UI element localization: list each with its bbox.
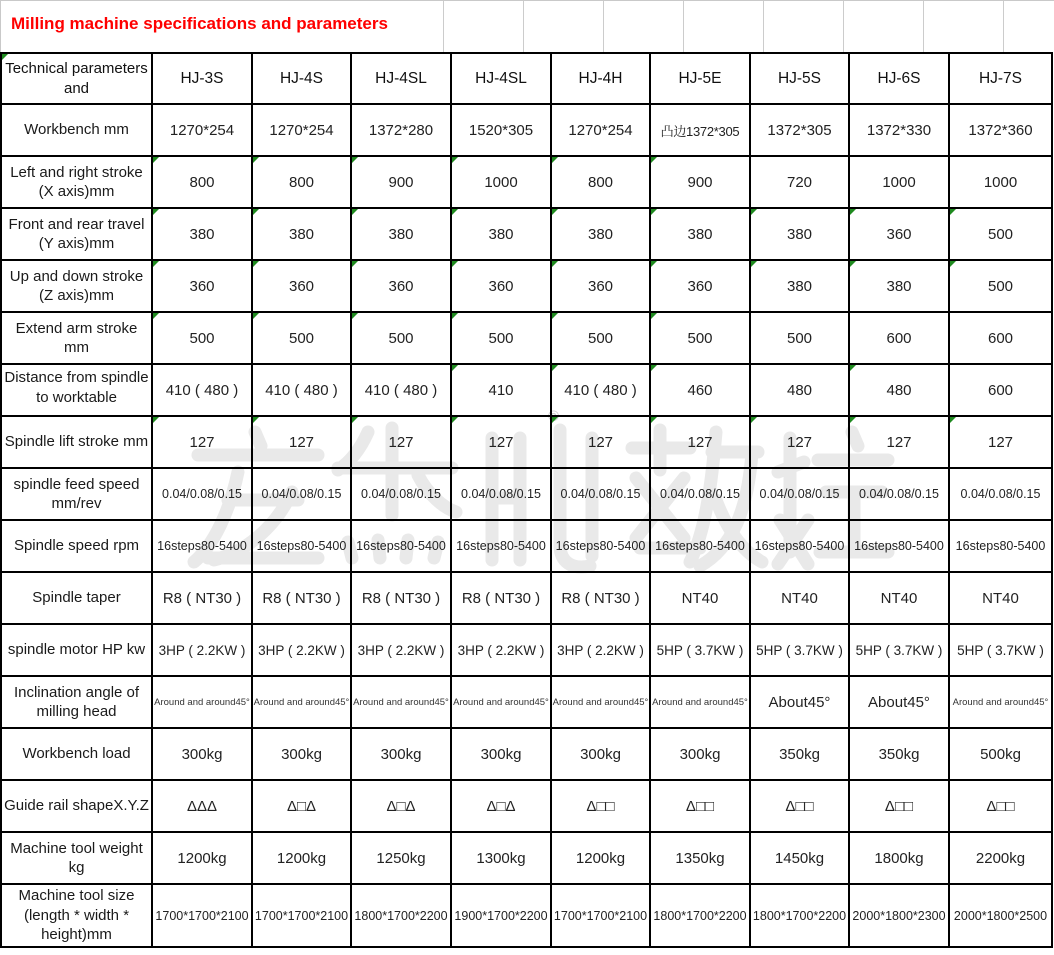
sheet-gridline: [923, 1, 924, 52]
comment-marker-icon: [253, 313, 259, 319]
table-row: [0, 573, 1053, 625]
spec-value-cell: Around and around45°: [552, 677, 651, 729]
comment-marker-icon: [751, 417, 757, 423]
comment-marker-icon: [651, 157, 657, 163]
spec-value-cell: 600: [950, 365, 1053, 417]
spec-row-label: [0, 521, 153, 573]
comment-marker-icon: [253, 261, 259, 267]
comment-marker-icon: [452, 209, 458, 215]
spec-value-cell: 300kg: [253, 729, 352, 781]
spec-value-cell: NT40: [751, 573, 850, 625]
comment-marker-icon: [253, 157, 259, 163]
spec-value-cell: Δ□□: [751, 781, 850, 833]
spec-value-cell: 3HP ( 2.2KW ): [253, 625, 352, 677]
spec-row-label-text: Workbench load: [22, 745, 131, 763]
spec-value-cell: 1000: [950, 157, 1053, 209]
model-header: HJ-4S: [253, 52, 352, 105]
spec-value-cell: Δ□Δ: [253, 781, 352, 833]
spec-row-label: [0, 833, 153, 885]
sheet-gridline: [603, 1, 604, 52]
spec-value-cell: 380: [552, 209, 651, 261]
sheet-gridline: [0, 0, 1, 52]
comment-marker-icon: [452, 157, 458, 163]
spec-value-cell: 500: [153, 313, 253, 365]
spec-row-label-text: Machine tool size (length * width * height)mm: [18, 887, 135, 944]
spec-value-cell: 16steps80-5400: [153, 521, 253, 573]
spec-value-cell: R8 ( NT30 ): [253, 573, 352, 625]
spec-row-label-text: Extend arm stroke mm: [15, 319, 138, 356]
spec-value-cell: 720: [751, 157, 850, 209]
spec-value-cell: 380: [751, 209, 850, 261]
spec-value-cell: 360: [352, 261, 452, 313]
spec-value-cell: 127: [751, 417, 850, 469]
sheet-gridline: [443, 1, 444, 52]
comment-marker-icon: [352, 157, 358, 163]
spec-value-cell: 127: [153, 417, 253, 469]
spec-value-cell: 0.04/0.08/0.15: [552, 469, 651, 521]
spec-value-cell: 5HP ( 3.7KW ): [850, 625, 950, 677]
spec-value-cell: 410 ( 480 ): [552, 365, 651, 417]
spec-value-cell: 500kg: [950, 729, 1053, 781]
spec-value-cell: 3HP ( 2.2KW ): [452, 625, 552, 677]
spec-value-cell: Δ□□: [950, 781, 1053, 833]
spec-row-label-text: Inclination angle of milling head: [13, 683, 140, 720]
spec-value-cell: 1270*254: [253, 105, 352, 157]
spec-value-cell: 500: [950, 261, 1053, 313]
spec-value-cell: 2000*1800*2300: [850, 885, 950, 948]
spec-value-cell: 500: [452, 313, 552, 365]
table-row: [0, 261, 1053, 313]
spec-value-cell: 16steps80-5400: [850, 521, 950, 573]
spec-value-cell: R8 ( NT30 ): [452, 573, 552, 625]
comment-marker-icon: [651, 365, 657, 371]
spec-value-cell: Δ□□: [552, 781, 651, 833]
spec-row-label-text: Spindle lift stroke mm: [4, 433, 149, 451]
sheet-gridline: [523, 1, 524, 52]
comment-marker-icon: [253, 209, 259, 215]
spec-value-cell: 360: [850, 209, 950, 261]
spec-value-cell: 500: [352, 313, 452, 365]
spec-value-cell: 16steps80-5400: [751, 521, 850, 573]
spec-value-cell: 127: [352, 417, 452, 469]
spec-value-cell: 480: [751, 365, 850, 417]
spec-value-cell: 0.04/0.08/0.15: [950, 469, 1053, 521]
spec-value-cell: 2200kg: [950, 833, 1053, 885]
spec-value-cell: 5HP ( 3.7KW ): [751, 625, 850, 677]
table-row: [0, 157, 1053, 209]
spec-value-cell: R8 ( NT30 ): [552, 573, 651, 625]
spec-value-cell: 1800*1700*2200: [352, 885, 452, 948]
spec-value-cell: 900: [651, 157, 751, 209]
table-row: [0, 365, 1053, 417]
spec-value-cell: 380: [452, 209, 552, 261]
spec-value-cell: Around and around45°: [452, 677, 552, 729]
spec-value-cell: 0.04/0.08/0.15: [751, 469, 850, 521]
spec-value-cell: 2000*1800*2500: [950, 885, 1053, 948]
spec-value-cell: 380: [352, 209, 452, 261]
model-header: HJ-7S: [950, 52, 1053, 105]
model-header: HJ-5S: [751, 52, 850, 105]
spec-value-cell: 5HP ( 3.7KW ): [651, 625, 751, 677]
spec-value-cell: 16steps80-5400: [352, 521, 452, 573]
table-row: [0, 521, 1053, 573]
spec-row-label-text: Front and rear travel (Y axis)mm: [8, 215, 145, 252]
spec-value-cell: 1300kg: [452, 833, 552, 885]
spec-value-cell: 500: [552, 313, 651, 365]
registered-trademark-icon: ®: [548, 408, 560, 425]
spec-value-cell: NT40: [651, 573, 751, 625]
table-row: [0, 417, 1053, 469]
spec-value-cell: 1800kg: [850, 833, 950, 885]
spec-row-label: [0, 365, 153, 417]
spec-value-cell: 1520*305: [452, 105, 552, 157]
spec-value-cell: 380: [253, 209, 352, 261]
comment-marker-icon: [352, 417, 358, 423]
spec-row-label-text: Workbench mm: [24, 121, 129, 139]
comment-marker-icon: [452, 365, 458, 371]
spec-value-cell: Δ□□: [850, 781, 950, 833]
spec-value-cell: Around and around45°: [950, 677, 1053, 729]
spec-value-cell: About45°: [850, 677, 950, 729]
spec-value-cell: Δ□□: [651, 781, 751, 833]
spec-value-cell: 1200kg: [253, 833, 352, 885]
spec-row-label: [0, 573, 153, 625]
spec-value-cell: R8 ( NT30 ): [153, 573, 253, 625]
comment-marker-icon: [352, 313, 358, 319]
comment-marker-icon: [452, 313, 458, 319]
comment-marker-icon: [352, 261, 358, 267]
comment-marker-icon: [751, 209, 757, 215]
spec-row-label: [0, 313, 153, 365]
spec-value-cell: 500: [751, 313, 850, 365]
comment-marker-icon: [153, 261, 159, 267]
comment-marker-icon: [850, 417, 856, 423]
spec-value-cell: 1900*1700*2200: [452, 885, 552, 948]
spec-value-cell: 1450kg: [751, 833, 850, 885]
comment-marker-icon: [950, 261, 956, 267]
spec-value-cell: 0.04/0.08/0.15: [651, 469, 751, 521]
spec-value-cell: 1372*305: [751, 105, 850, 157]
spec-value-cell: 380: [751, 261, 850, 313]
spec-row-label-text: Spindle speed rpm: [13, 537, 140, 555]
title-row: [0, 0, 1054, 52]
spec-value-cell: 800: [253, 157, 352, 209]
spec-value-cell: 1000: [850, 157, 950, 209]
header-corner-label: Technical parameters and: [5, 59, 148, 97]
spec-row-label-text: Guide rail shapeX.Y.Z: [4, 797, 149, 815]
spec-value-cell: 1372*330: [850, 105, 950, 157]
spec-value-cell: 127: [850, 417, 950, 469]
comment-marker-icon: [950, 209, 956, 215]
table-row: [0, 729, 1053, 781]
table-header-row: [0, 52, 1053, 105]
spec-value-cell: 1350kg: [651, 833, 751, 885]
spec-row-label-text: Up and down stroke (Z axis)mm: [9, 267, 144, 304]
header-corner-cell: [0, 52, 153, 105]
spec-value-cell: 350kg: [751, 729, 850, 781]
comment-marker-icon: [850, 261, 856, 267]
spec-row-label-text: spindle motor HP kw: [7, 641, 146, 659]
spec-value-cell: 1800*1700*2200: [651, 885, 751, 948]
model-header: HJ-3S: [153, 52, 253, 105]
comment-marker-icon: [2, 54, 8, 60]
spec-value-cell: 500: [651, 313, 751, 365]
sheet-gridline: [1003, 1, 1004, 52]
comment-marker-icon: [552, 417, 558, 423]
spec-value-cell: 127: [651, 417, 751, 469]
spec-value-cell: 1372*360: [950, 105, 1053, 157]
comment-marker-icon: [452, 261, 458, 267]
spec-value-cell: 480: [850, 365, 950, 417]
spec-row-label: [0, 469, 153, 521]
spec-value-cell: 1250kg: [352, 833, 452, 885]
comment-marker-icon: [552, 313, 558, 319]
spec-row-label-text: Left and right stroke (X axis)mm: [10, 163, 143, 200]
spec-value-cell: 16steps80-5400: [950, 521, 1053, 573]
spec-value-cell: 1270*254: [153, 105, 253, 157]
spec-row-label: [0, 781, 153, 833]
spec-value-cell: 410: [452, 365, 552, 417]
comment-marker-icon: [850, 365, 856, 371]
spec-value-cell: 500: [253, 313, 352, 365]
comment-marker-icon: [352, 209, 358, 215]
spec-value-cell: 350kg: [850, 729, 950, 781]
spec-value-cell: 3HP ( 2.2KW ): [153, 625, 253, 677]
sheet-gridline: [843, 1, 844, 52]
comment-marker-icon: [552, 365, 558, 371]
spec-value-cell: Around and around45°: [153, 677, 253, 729]
table-row: [0, 469, 1053, 521]
spec-value-cell: 300kg: [651, 729, 751, 781]
spec-row-label-text: Machine tool weight kg: [10, 839, 143, 876]
spec-value-cell: 16steps80-5400: [253, 521, 352, 573]
table-row: [0, 781, 1053, 833]
comment-marker-icon: [452, 417, 458, 423]
spec-value-cell: 300kg: [452, 729, 552, 781]
spec-value-cell: 3HP ( 2.2KW ): [352, 625, 452, 677]
spec-row-label-text: spindle feed speed mm/rev: [13, 475, 140, 512]
spec-value-cell: 1700*1700*2100: [552, 885, 651, 948]
sheet-gridline: [763, 1, 764, 52]
spec-value-cell: 360: [552, 261, 651, 313]
table-row: [0, 625, 1053, 677]
spec-value-cell: 3HP ( 2.2KW ): [552, 625, 651, 677]
spec-value-cell: 800: [552, 157, 651, 209]
page-title: Milling machine specifications and parameters: [11, 14, 388, 33]
spec-value-cell: 360: [651, 261, 751, 313]
spec-value-cell: 凸边1372*305: [651, 105, 751, 157]
table-row: [0, 833, 1053, 885]
spec-value-cell: Around and around45°: [253, 677, 352, 729]
spec-value-cell: 380: [850, 261, 950, 313]
spec-value-cell: 380: [651, 209, 751, 261]
spec-row-label: [0, 625, 153, 677]
spec-value-cell: 600: [850, 313, 950, 365]
spec-value-cell: Around and around45°: [651, 677, 751, 729]
comment-marker-icon: [651, 209, 657, 215]
spec-value-cell: 600: [950, 313, 1053, 365]
spec-value-cell: 127: [950, 417, 1053, 469]
spec-value-cell: 1000: [452, 157, 552, 209]
table-row: [0, 105, 1053, 157]
spec-value-cell: 380: [153, 209, 253, 261]
comment-marker-icon: [153, 313, 159, 319]
spec-table: [0, 52, 1053, 948]
comment-marker-icon: [153, 417, 159, 423]
spec-value-cell: 1372*280: [352, 105, 452, 157]
spec-value-cell: 410 ( 480 ): [352, 365, 452, 417]
spec-row-label: [0, 729, 153, 781]
spec-value-cell: Δ□Δ: [452, 781, 552, 833]
comment-marker-icon: [651, 261, 657, 267]
table-row: [0, 313, 1053, 365]
spec-value-cell: NT40: [950, 573, 1053, 625]
spec-value-cell: 460: [651, 365, 751, 417]
spec-value-cell: 410 ( 480 ): [153, 365, 253, 417]
spec-value-cell: 500: [950, 209, 1053, 261]
comment-marker-icon: [552, 157, 558, 163]
comment-marker-icon: [153, 209, 159, 215]
comment-marker-icon: [850, 209, 856, 215]
comment-marker-icon: [651, 417, 657, 423]
spec-value-cell: R8 ( NT30 ): [352, 573, 452, 625]
spec-value-cell: About45°: [751, 677, 850, 729]
spec-value-cell: 1270*254: [552, 105, 651, 157]
spec-value-cell: 0.04/0.08/0.15: [452, 469, 552, 521]
spec-value-cell: 16steps80-5400: [452, 521, 552, 573]
comment-marker-icon: [651, 313, 657, 319]
spec-value-cell: 127: [552, 417, 651, 469]
spec-value-cell: 300kg: [352, 729, 452, 781]
spec-row-label-text: Distance from spindle to worktable: [4, 369, 149, 406]
spec-value-cell: 1800*1700*2200: [751, 885, 850, 948]
spec-row-label: [0, 885, 153, 948]
spec-value-cell: 1700*1700*2100: [153, 885, 253, 948]
spec-value-cell: 127: [452, 417, 552, 469]
spec-value-cell: 16steps80-5400: [552, 521, 651, 573]
spec-value-cell: 5HP ( 3.7KW ): [950, 625, 1053, 677]
spec-value-cell: 410 ( 480 ): [253, 365, 352, 417]
spec-value-cell: 0.04/0.08/0.15: [352, 469, 452, 521]
spec-row-label: [0, 417, 153, 469]
spec-value-cell: Δ□Δ: [352, 781, 452, 833]
model-header: HJ-4SL: [452, 52, 552, 105]
spec-value-cell: 900: [352, 157, 452, 209]
model-header: HJ-4SL: [352, 52, 452, 105]
spec-row-label: [0, 157, 153, 209]
spec-value-cell: 0.04/0.08/0.15: [153, 469, 253, 521]
comment-marker-icon: [253, 417, 259, 423]
sheet-gridline: [0, 0, 1054, 1]
table-row: [0, 885, 1053, 948]
comment-marker-icon: [950, 417, 956, 423]
spec-row-label: [0, 105, 153, 157]
comment-marker-icon: [153, 157, 159, 163]
model-header: HJ-5E: [651, 52, 751, 105]
spec-row-label: [0, 261, 153, 313]
table-row: [0, 209, 1053, 261]
spec-value-cell: 300kg: [153, 729, 253, 781]
spec-value-cell: ΔΔΔ: [153, 781, 253, 833]
spec-value-cell: 360: [253, 261, 352, 313]
spec-value-cell: 1200kg: [552, 833, 651, 885]
model-header: HJ-6S: [850, 52, 950, 105]
spec-row-label: [0, 209, 153, 261]
model-header: HJ-4H: [552, 52, 651, 105]
spec-value-cell: 360: [153, 261, 253, 313]
comment-marker-icon: [552, 261, 558, 267]
spec-row-label: [0, 677, 153, 729]
spec-row-label-text: Spindle taper: [32, 589, 121, 607]
comment-marker-icon: [552, 209, 558, 215]
spec-value-cell: 16steps80-5400: [651, 521, 751, 573]
spec-value-cell: 800: [153, 157, 253, 209]
comment-marker-icon: [751, 261, 757, 267]
spec-value-cell: 0.04/0.08/0.15: [850, 469, 950, 521]
spec-value-cell: Around and around45°: [352, 677, 452, 729]
spec-value-cell: 127: [253, 417, 352, 469]
sheet-gridline: [683, 1, 684, 52]
spec-value-cell: 0.04/0.08/0.15: [253, 469, 352, 521]
table-row: [0, 677, 1053, 729]
spec-value-cell: 1200kg: [153, 833, 253, 885]
spec-value-cell: NT40: [850, 573, 950, 625]
spec-value-cell: 1700*1700*2100: [253, 885, 352, 948]
spec-value-cell: 360: [452, 261, 552, 313]
spec-value-cell: 300kg: [552, 729, 651, 781]
